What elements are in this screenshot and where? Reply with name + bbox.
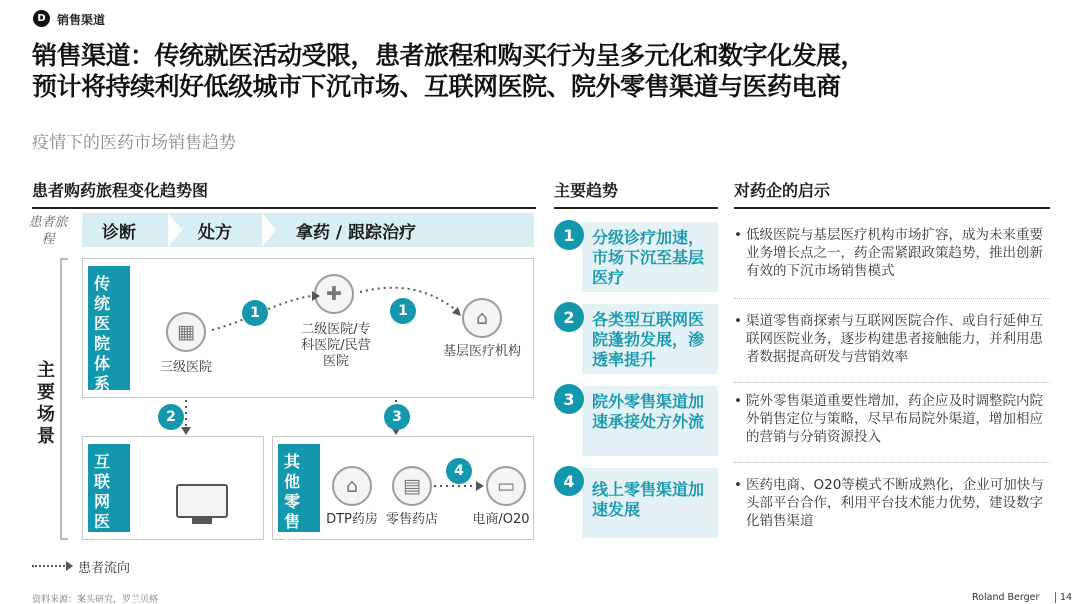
implication-item: • 渠道零售商探索与互联网医院合作、或自行延伸互联网医院业务，逐步构建患者接触能力，并利用患者数据提高研发与营销效率: [734, 312, 1050, 366]
flow-arrowhead: [312, 291, 320, 301]
title-line-1: 销售渠道：传统就医活动受限，患者旅程和购买行为呈多元化和数字化发展，: [32, 41, 866, 70]
journey-column-header: 患者购药旅程变化趋势图: [32, 178, 536, 209]
trend-item: [582, 304, 718, 374]
flow-badge: 1: [242, 300, 268, 326]
flow-badge: 1: [390, 298, 416, 324]
divider: [734, 298, 1050, 299]
ecommerce-label: 电商/O20: [472, 512, 530, 527]
primary-care-label: 基层医疗机构: [442, 344, 521, 359]
implication-item: • 医药电商、O20等模式不断成熟化，企业可加快与头部平台合作，利用平台技术能力优势，建设数字化销售渠道: [734, 476, 1050, 530]
hospital-icon: ▦: [166, 312, 206, 352]
legend-label: 患者流向: [78, 561, 131, 576]
implication-item: • 低级医院与基层医疗机构市场扩容，成为未来重要业务增长点之一，药企需紧跟政策趋势，推出创新有效的下沉市场销售模式: [734, 226, 1050, 280]
trend-number: 1: [554, 220, 584, 250]
trend-text: 线上零售渠道加速发展: [592, 480, 705, 519]
trend-number: 2: [554, 302, 584, 332]
health-house-icon: ⌂: [462, 298, 502, 338]
flow-badge: 2: [158, 404, 184, 430]
dtp-pharmacy-label: DTP药房: [326, 512, 378, 527]
shop-icon: ▤: [392, 466, 432, 506]
implication-item: • 院外零售渠道重要性增加，药企应及时调整院内院外销售定位与策略，尽早布局院外渠道，增加相应的营销与分销资源投入: [734, 392, 1050, 446]
scenario-label: 主要场景: [37, 360, 55, 447]
stage-prescription: 处方: [198, 223, 232, 243]
trend-item: [582, 222, 718, 292]
footer-divider: [1055, 592, 1056, 603]
internet-hospital-tag: 互联网医院: [88, 444, 130, 532]
divider: [734, 382, 1050, 383]
trend-text: 院外零售渠道加速承接处方外流: [592, 392, 705, 431]
legend-dotted-line: [32, 565, 68, 567]
stage-diagnosis: 诊断: [102, 223, 136, 243]
stage-dispensing: 拿药 / 跟踪治疗: [296, 223, 417, 243]
secondary-hospital-label: 二级医院/专科医院/民营医院: [301, 322, 371, 369]
page-subtitle: 疫情下的医药市场销售趋势: [32, 133, 236, 153]
flow-arrowhead: [476, 481, 484, 491]
trends-column-header: 主要趋势: [554, 178, 718, 209]
legend-arrowhead: [66, 561, 73, 571]
trend-number: 4: [554, 466, 584, 496]
page-number: 14: [1060, 592, 1073, 603]
storefront-icon: ⌂: [332, 466, 372, 506]
traditional-hospital-tag: 传统医院体系: [88, 266, 130, 390]
clinic-icon: ✚: [314, 274, 354, 314]
brand-name: Roland Berger: [972, 592, 1040, 603]
trend-item: [582, 386, 718, 456]
flow-badge: 4: [446, 458, 472, 484]
other-retail-tag: 其他零售渠道: [278, 444, 320, 532]
source-note: 资料来源：案头研究，罗兰贝格: [32, 595, 159, 604]
divider: [734, 462, 1050, 463]
journey-row-label: 患者旅程: [28, 215, 68, 247]
implications-column-header: 对药企的启示: [734, 178, 1050, 209]
title-line-2: 预计将持续利好低级城市下沉市场、互联网医院、院外零售渠道与医药电商: [32, 72, 841, 101]
trend-text: 分级诊疗加速，市场下沉至基层医疗: [592, 228, 705, 287]
section-label: 销售渠道: [57, 13, 106, 27]
trend-number: 3: [554, 384, 584, 414]
flow-arrowhead: [452, 307, 461, 316]
section-icon: D: [33, 10, 50, 27]
trend-text: 各类型互联网医院蓬勃发展，渗透率提升: [592, 310, 705, 369]
trend-item: [582, 468, 718, 538]
retail-pharmacy-label: 零售药店: [385, 512, 438, 527]
flow-arrowhead: [181, 427, 191, 435]
flow-badge: 3: [384, 404, 410, 430]
tertiary-hospital-label: 三级医院: [159, 360, 212, 375]
delivery-icon: ▭: [486, 466, 526, 506]
